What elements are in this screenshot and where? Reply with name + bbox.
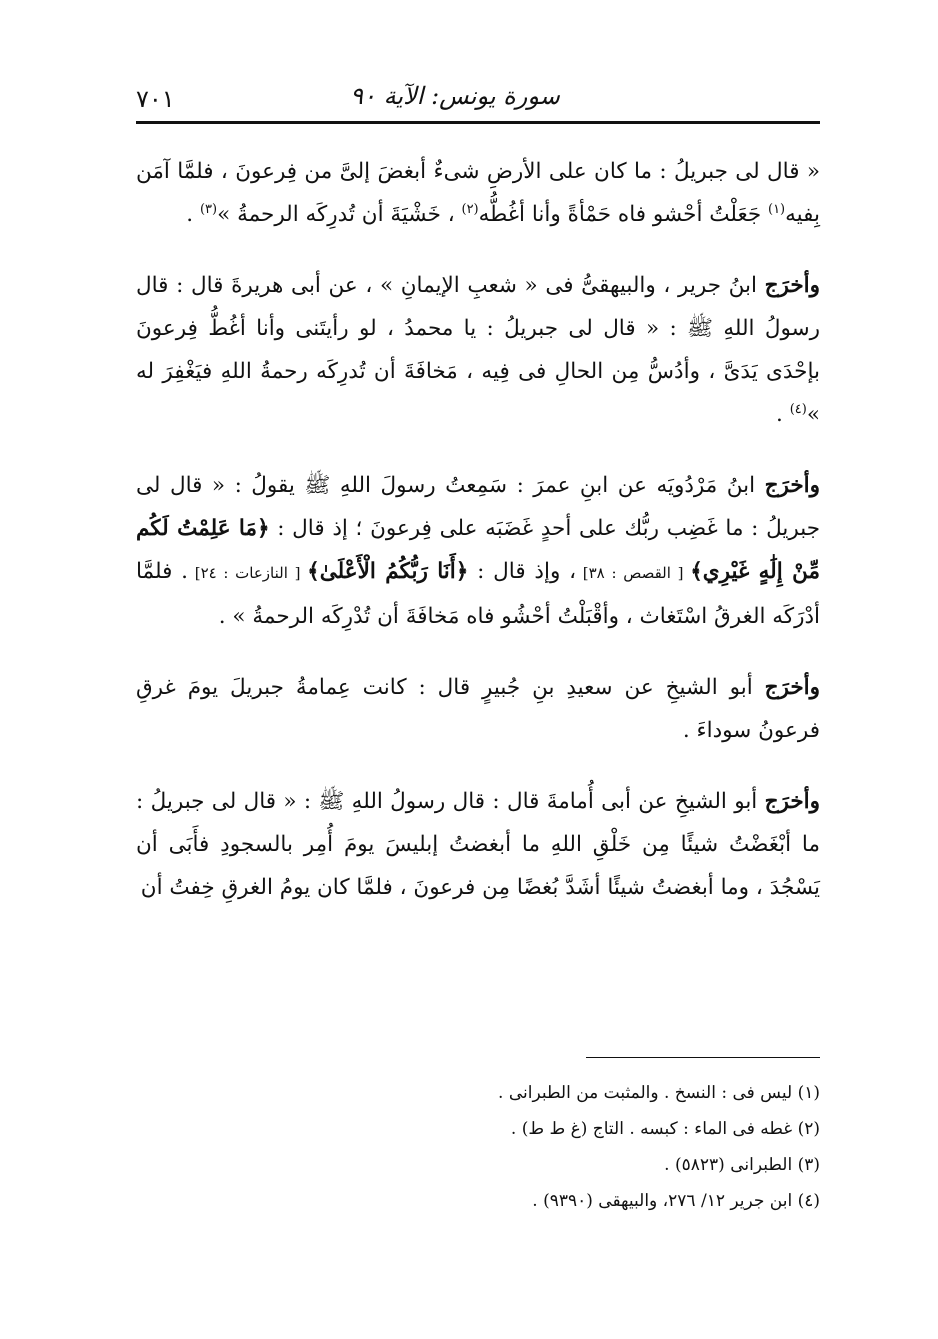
- paragraph-2: [136, 264, 820, 436]
- paragraph-1-text-d: .: [186, 202, 200, 227]
- header-rule: [136, 121, 820, 124]
- verse-reference-1: [ القصص : ٣٨]: [576, 564, 691, 582]
- quran-verse-1: ﴿مَا عَلِمْتُ لَكُم مِّنْ إِلَٰهٍ غَيْرِي﴾: [136, 516, 820, 584]
- paragraph-5: [136, 780, 820, 909]
- paragraph-3-text-a: ابنُ مَرْدُويَه عن ابنِ عمرَ : سَمِعتُ رسولَ اللهِ ﷺ يقولُ : « قال لى جبريلُ : ما غَضِب ربُّك على أحدٍ غَضَبَه على فِرعونَ ؛ إذ قال :: [136, 473, 820, 541]
- running-title: سورة يونس: الآية ٩٠: [350, 82, 560, 110]
- footnote-rule: [586, 1057, 820, 1058]
- footnote-ref-4: (٤): [789, 401, 807, 417]
- paragraph-1: [136, 150, 820, 236]
- paragraph-2-text-a: ابنُ جرير ، والبيهقىُّ فى « شعبِ الإيمانِ » ، عن أبى هريرةَ قال : قال رسولُ اللهِ ﷺ : « قال لى جبريلُ : يا محمدُ ، لو رأيتَنى وأنا أغُطُّ فِرعونَ بإحْدَى يَدَىَّ ، وأدُسُّ مِن الحالِ فى فِيه ، مَخافَةَ أن تُدرِكَه رحمةُ اللهِ فيَغْفِرَ له »: [136, 273, 820, 427]
- paragraph-4: [136, 666, 820, 752]
- paragraph-2-text-b: .: [776, 402, 790, 427]
- footnote-2: (٢) غطه فى الماء : كبسه . التاج (غ ط ط) .: [510, 1119, 820, 1139]
- body-text: [136, 150, 820, 937]
- page-number: ٧٠١: [136, 85, 175, 113]
- paragraph-5-lead: وأخرَج: [764, 789, 820, 814]
- verse-reference-2: [ النازعات : ٢٤]: [188, 564, 308, 582]
- footnotes: [136, 1075, 820, 1219]
- paragraph-4-text-a: أبو الشيخِ عن سعيدِ بنِ جُبيرٍ قال : كانت عِمامةُ جبريلَ يومَ غرقِ فرعونُ سوداءَ .: [136, 675, 820, 743]
- quran-verse-2: ﴿أَنَا رَبُّكُمُ الْأَعْلَىٰ﴾: [307, 559, 469, 584]
- paragraph-3-lead: وأخرَج: [764, 473, 820, 498]
- paragraph-4-lead: وأخرَج: [764, 675, 820, 700]
- paragraph-3-text-b: ، وإذ قال :: [468, 559, 577, 584]
- footnote-ref-1: (١): [767, 201, 786, 217]
- paragraph-5-text-a: أبو الشيخِ عن أبى أُمامةَ قال : قال رسولُ اللهِ ﷺ : « قال لى جبريلُ : ما أبْغَضْتُ شيئًا مِن خَلْقِ اللهِ ما أبغضتُ إبليسَ يومَ أُمِر بالسجودِ فأَبَى أن يَسْجُدَ ، وما أبغضتُ شيئًا أشَدَّ بُغضًا مِن فرعونَ ، فلمَّا كان يومُ الغرقِ خِفتُ أن: [136, 789, 820, 900]
- footnote-ref-3: (٣): [199, 201, 218, 217]
- paragraph-1-text-a: « قال لى جبريلُ : ما كان على الأرضِ شىءٌ أبغضَ إلىَّ من فِرعونَ ، فلمَّا آمَن بِفيه: [136, 159, 820, 227]
- paragraph-3: [136, 464, 820, 638]
- paragraph-1-text-b: جَعَلْتُ أحْشو فاه حَمْأةً وأنا أغُطُّه: [478, 202, 768, 227]
- footnote-1: (١) ليس فى : النسخ . والمثبت من الطبرانى .: [498, 1083, 820, 1103]
- footnote-3: (٣) الطبرانى (٥٨٢٣) .: [664, 1155, 820, 1175]
- paragraph-1-text-c: ، خَشْيَةَ أن تُدرِكَه الرحمةُ »: [217, 202, 462, 227]
- paragraph-3-text-c: . فلمَّا أدْرَكَه الغرقُ اسْتَغاث ، وأقْبَلْتُ أحْشُو فاه مَخافَةَ أن تُدْرِكَه الرحمةُ » .: [136, 559, 820, 629]
- paragraph-2-lead: وأخرَج: [764, 273, 820, 298]
- footnote-4: (٤) ابن جرير ١٢/ ٢٧٦، والبيهقى (٩٣٩٠) .: [532, 1191, 820, 1211]
- footnote-ref-2: (٢): [461, 201, 479, 217]
